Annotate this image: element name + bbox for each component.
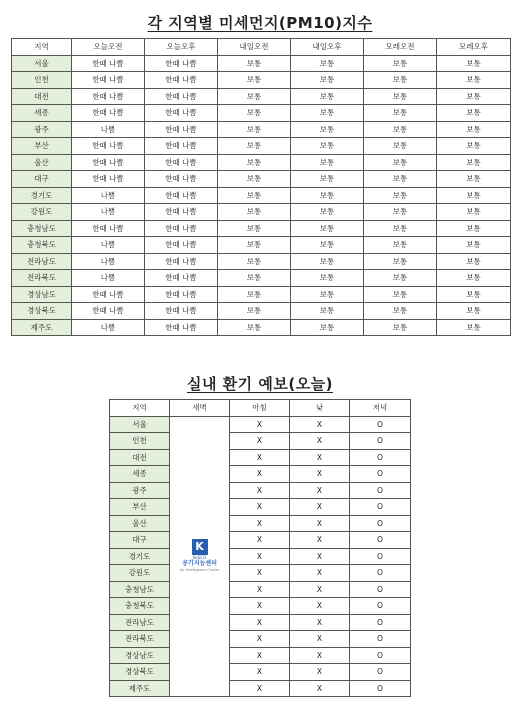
vent-header-cell: 저녁 xyxy=(350,400,411,417)
pm-value-cell: 보통 xyxy=(291,319,364,336)
pm-value-cell: 보통 xyxy=(437,237,511,254)
pm-value-cell: 보통 xyxy=(437,253,511,270)
vent-value-cell: X xyxy=(290,499,350,516)
region-cell: 서울 xyxy=(110,416,170,433)
vent-row xyxy=(110,565,411,582)
pm-row xyxy=(12,270,511,287)
vent-row xyxy=(110,664,411,681)
pm-row xyxy=(12,303,511,320)
region-cell: 충청남도 xyxy=(110,581,170,598)
region-cell: 대전 xyxy=(12,88,72,105)
pm-row xyxy=(12,253,511,270)
pm-header-cell: 모레오전 xyxy=(364,39,437,56)
vent-value-cell: O xyxy=(350,565,411,582)
vent-value-cell: X xyxy=(290,532,350,549)
vent-value-cell: O xyxy=(350,449,411,466)
pm-value-cell: 보통 xyxy=(218,253,291,270)
region-cell: 광주 xyxy=(110,482,170,499)
logo-sub: Air Intelligence Center xyxy=(179,568,220,573)
pm-value-cell: 보통 xyxy=(437,303,511,320)
region-cell: 충청남도 xyxy=(12,220,72,237)
pm-value-cell: 보통 xyxy=(364,88,437,105)
vent-value-cell: X xyxy=(230,449,290,466)
pm-value-cell: 보통 xyxy=(364,270,437,287)
region-cell: 강원도 xyxy=(12,204,72,221)
pm-value-cell: 보통 xyxy=(364,303,437,320)
pm-row xyxy=(12,105,511,122)
pm-value-cell: 보통 xyxy=(291,88,364,105)
region-cell: 제주도 xyxy=(110,680,170,697)
pm-value-cell: 보통 xyxy=(218,270,291,287)
pm-row xyxy=(12,319,511,336)
pm-value-cell: 보통 xyxy=(218,88,291,105)
vent-header-row xyxy=(110,400,411,417)
pm-value-cell: 보통 xyxy=(218,72,291,89)
vent-value-cell: X xyxy=(230,631,290,648)
vent-value-cell: O xyxy=(350,614,411,631)
pm-value-cell: 나쁨 xyxy=(72,121,145,138)
pm-value-cell: 보통 xyxy=(364,204,437,221)
pm-value-cell: 보통 xyxy=(364,187,437,204)
pm-value-cell: 보통 xyxy=(291,303,364,320)
vent-row xyxy=(110,416,411,433)
pm-value-cell: 한때 나쁨 xyxy=(72,105,145,122)
pm-value-cell: 보통 xyxy=(364,72,437,89)
pm-value-cell: 한때 나쁨 xyxy=(72,171,145,188)
vent-value-cell: X xyxy=(230,482,290,499)
vent-header-cell: 아침 xyxy=(230,400,290,417)
pm-title-text: 각 지역별 미세먼지(PM10)지수 xyxy=(147,14,373,32)
vent-value-cell: X xyxy=(290,565,350,582)
vent-value-cell: X xyxy=(230,499,290,516)
pm-value-cell: 보통 xyxy=(218,286,291,303)
region-cell: 경상남도 xyxy=(110,647,170,664)
vent-row xyxy=(110,449,411,466)
region-cell: 전라북도 xyxy=(12,270,72,287)
pm-value-cell: 보통 xyxy=(291,204,364,221)
region-cell: 세종 xyxy=(12,105,72,122)
pm-value-cell: 보통 xyxy=(291,105,364,122)
pm-value-cell: 보통 xyxy=(364,171,437,188)
pm-value-cell: 보통 xyxy=(364,121,437,138)
pm-value-cell: 한때 나쁨 xyxy=(145,220,218,237)
pm-value-cell: 나쁨 xyxy=(72,187,145,204)
pm-value-cell: 보통 xyxy=(437,220,511,237)
pm-value-cell: 보통 xyxy=(437,105,511,122)
pm-value-cell: 보통 xyxy=(291,187,364,204)
pm-value-cell: 보통 xyxy=(437,88,511,105)
pm-row xyxy=(12,55,511,72)
vent-row xyxy=(110,466,411,483)
pm-value-cell: 한때 나쁨 xyxy=(145,72,218,89)
vent-row xyxy=(110,581,411,598)
pm-value-cell: 보통 xyxy=(218,319,291,336)
pm-value-cell: 보통 xyxy=(437,204,511,221)
vent-value-cell: O xyxy=(350,581,411,598)
pm-body xyxy=(12,55,511,336)
pm-row xyxy=(12,187,511,204)
pm-value-cell: 보통 xyxy=(437,270,511,287)
pm-value-cell: 한때 나쁨 xyxy=(145,319,218,336)
pm-row xyxy=(12,171,511,188)
pm-value-cell: 보통 xyxy=(218,105,291,122)
vent-value-cell: X xyxy=(230,532,290,549)
pm-value-cell: 한때 나쁨 xyxy=(145,121,218,138)
pm-value-cell: 보통 xyxy=(437,319,511,336)
pm-value-cell: 한때 나쁨 xyxy=(145,55,218,72)
region-cell: 대구 xyxy=(110,532,170,549)
pm-header-row xyxy=(12,39,511,56)
vent-value-cell: X xyxy=(290,433,350,450)
vent-value-cell: X xyxy=(230,614,290,631)
pm-value-cell: 한때 나쁨 xyxy=(72,286,145,303)
pm-value-cell: 나쁨 xyxy=(72,253,145,270)
vent-row xyxy=(110,614,411,631)
vent-value-cell: X xyxy=(230,416,290,433)
pm-title xyxy=(0,12,520,33)
region-cell: 울산 xyxy=(110,515,170,532)
pm-row xyxy=(12,154,511,171)
vent-value-cell: O xyxy=(350,664,411,681)
region-cell: 충청북도 xyxy=(12,237,72,254)
pm-value-cell: 보통 xyxy=(291,154,364,171)
pm-value-cell: 보통 xyxy=(364,105,437,122)
pm-value-cell: 한때 나쁨 xyxy=(145,88,218,105)
vent-value-cell: O xyxy=(350,647,411,664)
pm-value-cell: 보통 xyxy=(291,270,364,287)
pm-value-cell: 보통 xyxy=(218,303,291,320)
vent-title xyxy=(0,373,520,394)
vent-value-cell: X xyxy=(290,664,350,681)
vent-value-cell: X xyxy=(290,631,350,648)
vent-value-cell: O xyxy=(350,548,411,565)
pm-value-cell: 보통 xyxy=(218,121,291,138)
pm-row xyxy=(12,88,511,105)
vent-value-cell: O xyxy=(350,466,411,483)
pm-value-cell: 보통 xyxy=(364,154,437,171)
vent-value-cell: X xyxy=(290,449,350,466)
vent-value-cell: X xyxy=(290,680,350,697)
pm-value-cell: 보통 xyxy=(291,55,364,72)
vent-title-text: 실내 환기 예보(오늘) xyxy=(186,375,334,393)
pm-value-cell: 한때 나쁨 xyxy=(145,187,218,204)
pm-value-cell: 보통 xyxy=(218,220,291,237)
pm-value-cell: 보통 xyxy=(364,138,437,155)
vent-value-cell: X xyxy=(230,433,290,450)
pm-value-cell: 한때 나쁨 xyxy=(145,237,218,254)
region-cell: 광주 xyxy=(12,121,72,138)
vent-row xyxy=(110,548,411,565)
vent-value-cell: O xyxy=(350,433,411,450)
vent-value-cell: X xyxy=(230,647,290,664)
vent-row xyxy=(110,598,411,615)
pm-value-cell: 한때 나쁨 xyxy=(72,88,145,105)
pm-row xyxy=(12,237,511,254)
pm-value-cell: 보통 xyxy=(218,154,291,171)
region-cell: 울산 xyxy=(12,154,72,171)
pm-value-cell: 보통 xyxy=(218,171,291,188)
vent-value-cell: X xyxy=(230,565,290,582)
vent-value-cell: X xyxy=(290,598,350,615)
vent-value-cell: X xyxy=(230,664,290,681)
pm-header-cell: 지역 xyxy=(12,39,72,56)
pm-value-cell: 나쁨 xyxy=(72,237,145,254)
pm-value-cell: 한때 나쁨 xyxy=(145,171,218,188)
vent-row xyxy=(110,499,411,516)
pm-row xyxy=(12,138,511,155)
pm-value-cell: 보통 xyxy=(218,55,291,72)
pm-value-cell: 보통 xyxy=(291,286,364,303)
pm-value-cell: 한때 나쁨 xyxy=(145,154,218,171)
pm-value-cell: 보통 xyxy=(291,121,364,138)
logo-brand: KeSCO xyxy=(192,555,207,561)
region-cell: 충청북도 xyxy=(110,598,170,615)
pm-value-cell: 한때 나쁨 xyxy=(145,105,218,122)
vent-value-cell: O xyxy=(350,598,411,615)
region-cell: 부산 xyxy=(12,138,72,155)
pm-header-cell: 모레오후 xyxy=(437,39,511,56)
vent-value-cell: O xyxy=(350,631,411,648)
vent-value-cell: X xyxy=(230,680,290,697)
pm-value-cell: 보통 xyxy=(364,237,437,254)
pm-value-cell: 나쁨 xyxy=(72,319,145,336)
pm-value-cell: 보통 xyxy=(437,72,511,89)
vent-value-cell: X xyxy=(290,647,350,664)
region-cell: 경상북도 xyxy=(110,664,170,681)
pm-value-cell: 보통 xyxy=(291,138,364,155)
pm-header-cell: 내일오전 xyxy=(218,39,291,56)
region-cell: 대구 xyxy=(12,171,72,188)
region-cell: 강원도 xyxy=(110,565,170,582)
vent-row xyxy=(110,631,411,648)
vent-value-cell: O xyxy=(350,416,411,433)
vent-value-cell: X xyxy=(290,548,350,565)
vent-row xyxy=(110,482,411,499)
pm-value-cell: 한때 나쁨 xyxy=(72,220,145,237)
pm-value-cell: 보통 xyxy=(437,154,511,171)
vent-header-cell: 새벽 xyxy=(170,400,230,417)
pm-value-cell: 한때 나쁨 xyxy=(145,204,218,221)
vent-row xyxy=(110,515,411,532)
vent-value-cell: O xyxy=(350,482,411,499)
region-cell: 인천 xyxy=(12,72,72,89)
pm-value-cell: 보통 xyxy=(437,121,511,138)
pm-value-cell: 보통 xyxy=(364,253,437,270)
pm-row xyxy=(12,220,511,237)
region-cell: 세종 xyxy=(110,466,170,483)
pm-value-cell: 보통 xyxy=(364,55,437,72)
logo-name: 공기지능센터 xyxy=(182,560,217,568)
vent-table xyxy=(109,399,411,697)
vent-header-cell: 낮 xyxy=(290,400,350,417)
pm-row xyxy=(12,204,511,221)
region-cell: 경상북도 xyxy=(12,303,72,320)
vent-value-cell: X xyxy=(230,515,290,532)
region-cell: 부산 xyxy=(110,499,170,516)
vent-value-cell: X xyxy=(230,466,290,483)
vent-value-cell: X xyxy=(290,581,350,598)
region-cell: 인천 xyxy=(110,433,170,450)
vent-value-cell: X xyxy=(290,466,350,483)
vent-value-cell: X xyxy=(230,581,290,598)
vent-value-cell: X xyxy=(290,614,350,631)
pm-value-cell: 보통 xyxy=(437,171,511,188)
vent-header-cell: 지역 xyxy=(110,400,170,417)
vent-row xyxy=(110,433,411,450)
pm-value-cell: 보통 xyxy=(291,72,364,89)
vent-value-cell: O xyxy=(350,515,411,532)
region-cell: 서울 xyxy=(12,55,72,72)
pm-value-cell: 보통 xyxy=(291,220,364,237)
vent-value-cell: X xyxy=(230,598,290,615)
pm-value-cell: 보통 xyxy=(218,138,291,155)
pm-value-cell: 한때 나쁨 xyxy=(145,286,218,303)
vent-row xyxy=(110,680,411,697)
region-cell: 경상남도 xyxy=(12,286,72,303)
vent-value-cell: O xyxy=(350,532,411,549)
pm-value-cell: 보통 xyxy=(218,237,291,254)
pm-value-cell: 한때 나쁨 xyxy=(145,270,218,287)
pm-row xyxy=(12,121,511,138)
pm-value-cell: 보통 xyxy=(291,171,364,188)
pm-header-cell: 오늘오전 xyxy=(72,39,145,56)
vent-row xyxy=(110,532,411,549)
pm-value-cell: 보통 xyxy=(437,187,511,204)
logo-k-icon: K xyxy=(192,539,208,555)
pm-value-cell: 보통 xyxy=(291,253,364,270)
pm-value-cell: 보통 xyxy=(437,55,511,72)
pm-row xyxy=(12,286,511,303)
pm-value-cell: 보통 xyxy=(218,187,291,204)
pm-value-cell: 한때 나쁨 xyxy=(72,154,145,171)
pm-header-cell: 오늘오후 xyxy=(145,39,218,56)
vent-value-cell: X xyxy=(290,416,350,433)
pm-header-cell: 내일오후 xyxy=(291,39,364,56)
pm-value-cell: 한때 나쁨 xyxy=(72,55,145,72)
region-cell: 경기도 xyxy=(110,548,170,565)
region-cell: 전라남도 xyxy=(12,253,72,270)
pm-row xyxy=(12,72,511,89)
pm-value-cell: 한때 나쁨 xyxy=(145,303,218,320)
pm-table xyxy=(11,38,511,336)
region-cell: 대전 xyxy=(110,449,170,466)
vent-value-cell: X xyxy=(290,482,350,499)
region-cell: 경기도 xyxy=(12,187,72,204)
pm-value-cell: 보통 xyxy=(437,286,511,303)
pm-value-cell: 보통 xyxy=(364,220,437,237)
pm-value-cell: 한때 나쁨 xyxy=(72,72,145,89)
pm-value-cell: 보통 xyxy=(364,286,437,303)
pm-value-cell: 나쁨 xyxy=(72,270,145,287)
vent-body xyxy=(110,416,411,697)
pm-value-cell: 한때 나쁨 xyxy=(72,303,145,320)
pm-value-cell: 보통 xyxy=(218,204,291,221)
pm-value-cell: 한때 나쁨 xyxy=(145,138,218,155)
region-cell: 제주도 xyxy=(12,319,72,336)
kesco-logo xyxy=(178,539,222,572)
region-cell: 전라북도 xyxy=(110,631,170,648)
pm-value-cell: 한때 나쁨 xyxy=(72,138,145,155)
vent-value-cell: X xyxy=(230,548,290,565)
dawn-column-cell xyxy=(170,416,230,697)
vent-value-cell: O xyxy=(350,680,411,697)
region-cell: 전라남도 xyxy=(110,614,170,631)
vent-row xyxy=(110,647,411,664)
pm-value-cell: 보통 xyxy=(364,319,437,336)
pm-value-cell: 나쁨 xyxy=(72,204,145,221)
pm-value-cell: 보통 xyxy=(291,237,364,254)
vent-value-cell: X xyxy=(290,515,350,532)
pm-value-cell: 보통 xyxy=(437,138,511,155)
vent-value-cell: O xyxy=(350,499,411,516)
pm-value-cell: 한때 나쁨 xyxy=(145,253,218,270)
